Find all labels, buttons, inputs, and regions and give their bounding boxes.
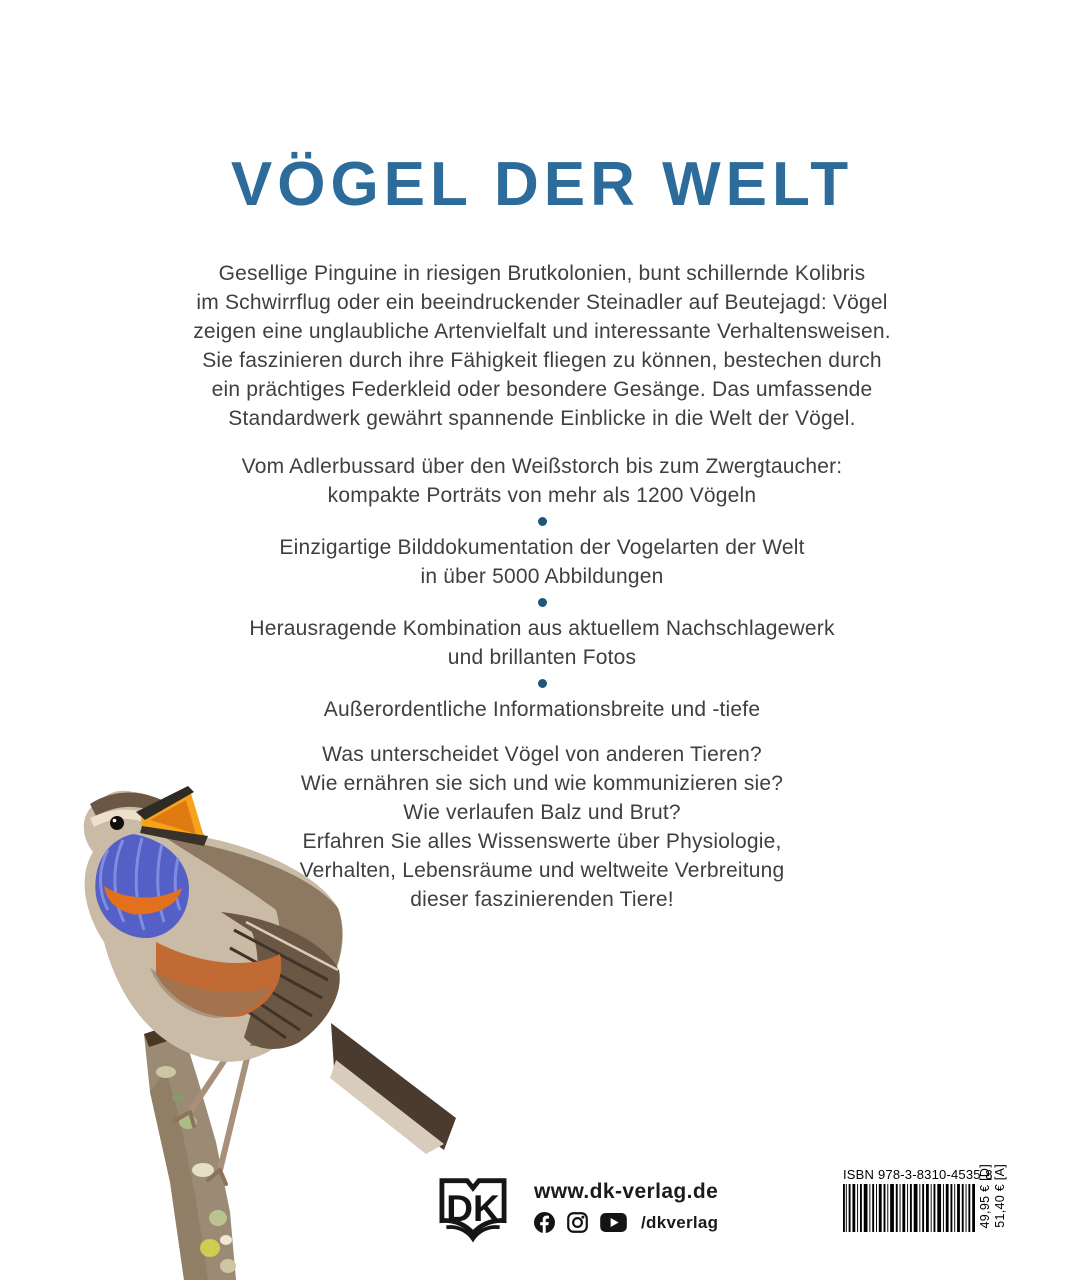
text-line: Vom Adlerbussard über den Weißstorch bis zum Zwergtaucher:	[241, 455, 843, 478]
intro-paragraph	[0, 259, 1084, 433]
text-line: Was unterscheidet Vögel von anderen Tieren?	[322, 743, 762, 766]
instagram-icon	[567, 1212, 588, 1233]
text-line: Einzigartige Bilddokumentation der Vogelarten der Welt	[279, 536, 805, 559]
text-line: Außerordentliche Informationsbreite und -tiefe	[323, 698, 761, 721]
feature-item	[242, 452, 843, 510]
price-germany: 49,95 € [D]	[978, 1164, 992, 1229]
text-line: ein prächtiges Federkleid oder besondere Gesänge. Das umfassende	[211, 378, 873, 401]
text-line: Standardwerk gewährt spannende Einblicke in die Welt der Vögel.	[228, 407, 856, 430]
text-line: Herausragende Kombination aus aktuellem Nachschlagewerk	[249, 617, 835, 640]
text-line: Gesellige Pinguine in riesigen Brutkolonien, bunt schillernde Kolibris	[218, 262, 866, 285]
text-line: Wie verlaufen Balz und Brut?	[403, 801, 681, 824]
feature-list	[0, 452, 1084, 724]
social-media-row	[534, 1212, 718, 1233]
bullet-separator	[538, 679, 547, 688]
text-line: zeigen eine unglaubliche Artenvielfalt und interessante Verhaltensweisen.	[193, 320, 891, 343]
feature-item	[324, 695, 760, 724]
text-line: Erfahren Sie alles Wissenswerte über Physiologie,	[302, 830, 782, 853]
ean-barcode	[843, 1184, 975, 1232]
text-line: und brillanten Fotos	[447, 646, 637, 669]
bullet-separator	[538, 517, 547, 526]
bluethroat-bird-image	[38, 780, 470, 1280]
text-line: Wie ernähren sie sich und wie kommunizieren sie?	[300, 772, 784, 795]
text-line: dieser faszinierenden Tiere!	[410, 888, 674, 911]
publisher-website: www.dk-verlag.de	[534, 1180, 719, 1203]
text-line: Verhalten, Lebensräume und weltweite Verbreitung	[299, 859, 785, 882]
feature-item	[249, 614, 834, 672]
facebook-icon	[534, 1212, 555, 1233]
text-line: in über 5000 Abbildungen	[420, 565, 664, 588]
price-block	[978, 1164, 1007, 1236]
text-line: kompakte Porträts von mehr als 1200 Vögeln	[327, 484, 757, 507]
price-austria: 51,40 € [A]	[993, 1164, 1007, 1228]
text-line: im Schwirrflug oder ein beeindruckender Steinadler auf Beutejagd: Vögel	[196, 291, 888, 314]
bullet-separator	[538, 598, 547, 607]
book-title: VÖGEL DER WELT	[230, 150, 854, 219]
feature-item	[279, 533, 804, 591]
text-line: Sie faszinieren durch ihre Fähigkeit fliegen zu können, bestechen durch	[202, 349, 882, 372]
isbn-number: ISBN 978-3-8310-4535-8	[843, 1167, 993, 1182]
dk-logo-letters: DK	[446, 1188, 500, 1229]
youtube-icon	[600, 1213, 627, 1232]
social-handle: /dkverlag	[641, 1212, 719, 1232]
